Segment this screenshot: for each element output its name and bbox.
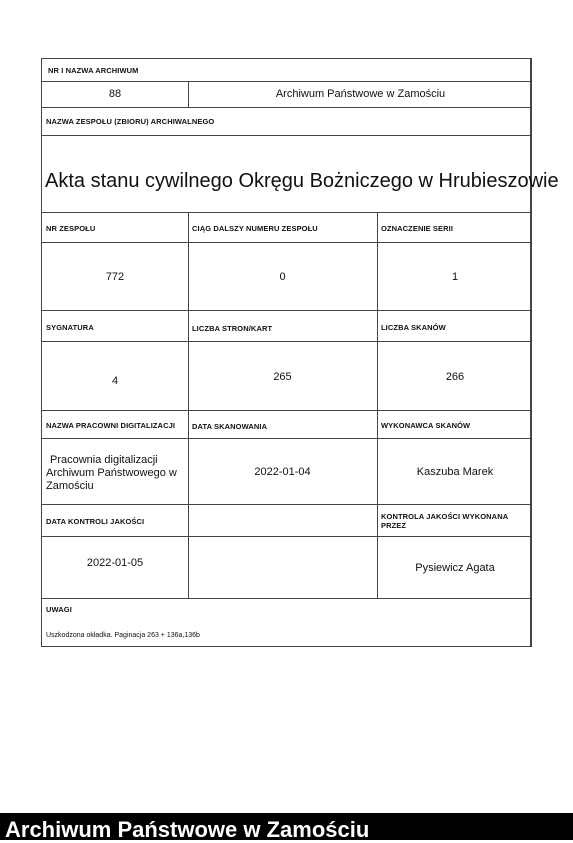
divider — [42, 212, 530, 213]
pages-label: LICZBA STRON/KART — [192, 324, 273, 333]
metadata-sheet — [41, 58, 559, 647]
scans-label: LICZBA SKANÓW — [381, 323, 446, 332]
divider — [188, 212, 189, 598]
scan-date: 2022-01-04 — [254, 466, 311, 478]
qc-by-label — [381, 512, 508, 530]
lab-label: NAZWA PRACOWNI DIGITALIZACJI — [46, 421, 176, 430]
divider — [42, 536, 530, 537]
divider — [42, 242, 530, 243]
lab-name-line: Pracownia digitalizacji — [50, 454, 158, 466]
divider — [42, 107, 530, 108]
divider — [42, 504, 530, 505]
fonds-number-label: NR ZESPOŁU — [46, 224, 96, 233]
divider — [42, 81, 530, 82]
divider — [42, 438, 530, 439]
archive-number: 88 — [108, 88, 122, 100]
series-value: 1 — [451, 271, 459, 283]
scans-value: 266 — [445, 371, 465, 383]
scanner-name: Kaszuba Marek — [416, 466, 494, 478]
footer-bar — [0, 813, 573, 840]
notes-text: Uszkodzona okładka. Paginacja 263 + 136a,136b — [46, 632, 200, 639]
fonds-continuation-label: CIĄG DALSZY NUMERU ZESPOŁU — [192, 224, 318, 233]
fonds-continuation: 0 — [279, 271, 286, 283]
qc-date-label: DATA KONTROLI JAKOŚCI — [46, 517, 145, 526]
fonds-name: Akta stanu cywilnego Okręgu Bożniczego w Hrubieszowie — [45, 170, 559, 192]
fonds-label: NAZWA ZESPOŁU (ZBIORU) ARCHIWALNEGO — [46, 117, 215, 126]
qc-by-label-line: KONTROLA JAKOŚCI WYKONANA — [381, 512, 509, 521]
qc-date: 2022-01-05 — [86, 557, 144, 569]
archive-name: Archiwum Państwowe w Zamościu — [275, 88, 446, 100]
series-label: OZNACZENIE SERII — [381, 224, 454, 233]
qc-by-label-line: PRZEZ — [381, 521, 407, 530]
lab-name-line: Archiwum Państwowego w — [46, 467, 177, 479]
divider — [42, 598, 530, 599]
lab-name — [46, 454, 186, 493]
lab-name-line: Zamościu — [46, 480, 94, 492]
scanner-label: WYKONAWCA SKANÓW — [381, 421, 471, 430]
archive-label: NR I NAZWA ARCHIWUM — [48, 66, 139, 75]
divider — [42, 410, 530, 411]
scan-date-label: DATA SKANOWANIA — [192, 422, 268, 431]
divider — [42, 135, 530, 136]
divider — [42, 310, 530, 311]
qc-by: Pysiewicz Agata — [415, 562, 495, 574]
signature-value: 4 — [111, 375, 119, 387]
divider — [377, 212, 378, 598]
divider — [42, 341, 530, 342]
fonds-number: 772 — [105, 271, 125, 283]
signature-label: SYGNATURA — [46, 323, 94, 332]
notes-label: UWAGI — [46, 605, 72, 614]
pages-value: 265 — [273, 371, 292, 383]
footer-text: Archiwum Państwowe w Zamościu — [5, 817, 370, 842]
